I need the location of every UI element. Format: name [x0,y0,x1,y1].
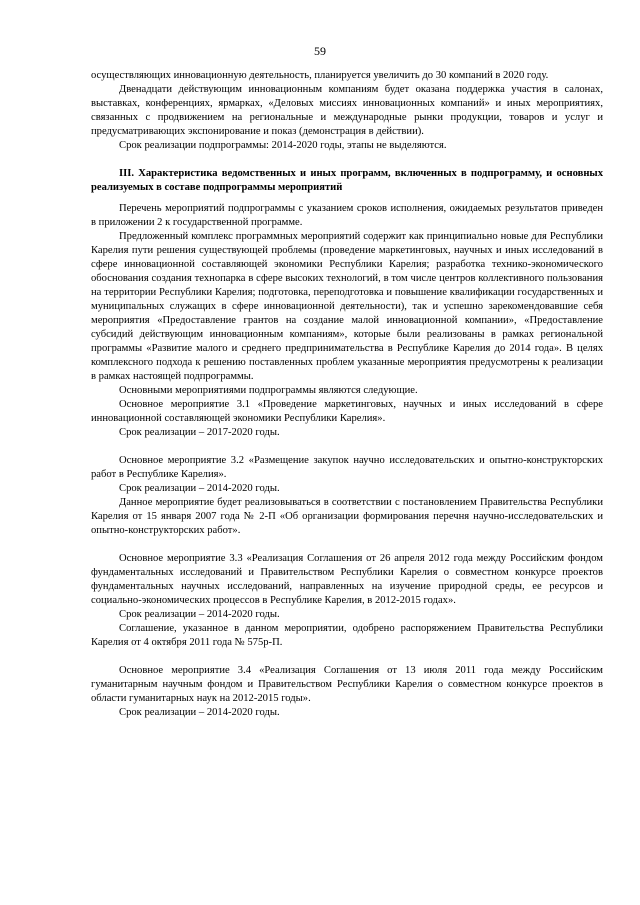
paragraph: Двенадцати действующим инновационным компаниям будет оказана поддержка участия в салонах, выставках, конференциях, ярмарках, «Деловых миссиях инновационных компаний» и иных мероприятиях, связанных с продвижением на региональные и международные рынки продукции, товаров и услуг и предусматривающих экспонирование и показ (демонстрация в действии). [91,84,603,137]
paragraph: Срок реализации – 2014-2020 годы. [119,707,280,718]
paragraph: Срок реализации подпрограммы: 2014-2020 годы, этапы не выделяются. [119,140,447,151]
document-body [91,69,603,720]
paragraph: осуществляющих инновационную деятельность, планируется увеличить до 30 компаний в 2020 году. [91,70,549,81]
paragraph: Основное мероприятие 3.3 «Реализация Соглашения от 26 апреля 2012 года между Российским фондом фундаментальных исследований и Правительством Республики Карелия о совместном конкурсе проектов фундаментальных научных исследований, направленных на изучение природной среды, ее ресурсов и социально-экономических процессов в Республике Карелия, в 2012-2015 годах». [91,553,603,606]
paragraph: Предложенный комплекс программных мероприятий содержит как принципиально новые для Республики Карелия пути решения существующей проблемы (проведение маркетинговых, научных и иных исследований в сфере инновационной составляющей экономики Республики Карелия; разработка технико-экономического обоснования создания технопарка в сфере высоких технологий, в том числе центров коллективного пользования на территории Республики Карелия; подготовка, переподготовка и повышение квалификации государственных и муниципальных служащих в сфере инновационной деятельности), так и успешно зарекомендовавшие себя мероприятия «Предоставление грантов на создание малой инновационной компании», «Предоставление субсидий действующим инновационным компаниям», которые были реализованы в рамках региональной программы «Развитие малого и среднего предпринимательства в Республике Карелия до 2014 года». В целях комплексного подхода к решению поставленных проблем указанные мероприятия предусмотрены к реализации в рамках настоящей подпрограммы. [91,231,603,382]
paragraph: Срок реализации – 2014-2020 годы. [119,609,280,620]
paragraph: Данное мероприятие будет реализовываться в соответствии с постановлением Правительства Республики Карелия от 15 января 2007 года № 2-П «Об организации формирования перечня научно-исследовательских и опытно-конструкторских работ». [91,497,603,536]
paragraph: Основными мероприятиями подпрограммы являются следующие. [119,385,418,396]
paragraph: Основное мероприятие 3.1 «Проведение маркетинговых, научных и иных исследований в сфере инновационной составляющей экономики Республики Карелия». [91,399,603,424]
paragraph: Соглашение, указанное в данном мероприятии, одобрено распоряжением Правительства Республики Карелия от 4 октября 2011 года № 575р-П. [91,623,603,648]
paragraph: Основное мероприятие 3.4 «Реализация Соглашения от 13 июля 2011 года между Российским гуманитарным научным фондом и Правительством Республики Карелия о совместном конкурсе проектов в области гуманитарных наук на 2012-2015 годы». [91,665,603,704]
page-number: 59 [314,44,326,58]
paragraph: Перечень мероприятий подпрограммы с указанием сроков исполнения, ожидаемых результатов приведен в приложении 2 к государственной программе. [91,203,603,228]
paragraph: Срок реализации – 2014-2020 годы. [119,483,280,494]
paragraph: Основное мероприятие 3.2 «Размещение закупок научно исследовательских и опытно-конструкторских работ в Республике Карелия». [91,455,603,480]
paragraph: Срок реализации – 2017-2020 годы. [119,427,280,438]
section-heading: III. Характеристика ведомственных и иных программ, включенных в подпрограмму, и основных реализуемых в составе подпрограммы мероприятий [91,168,603,193]
